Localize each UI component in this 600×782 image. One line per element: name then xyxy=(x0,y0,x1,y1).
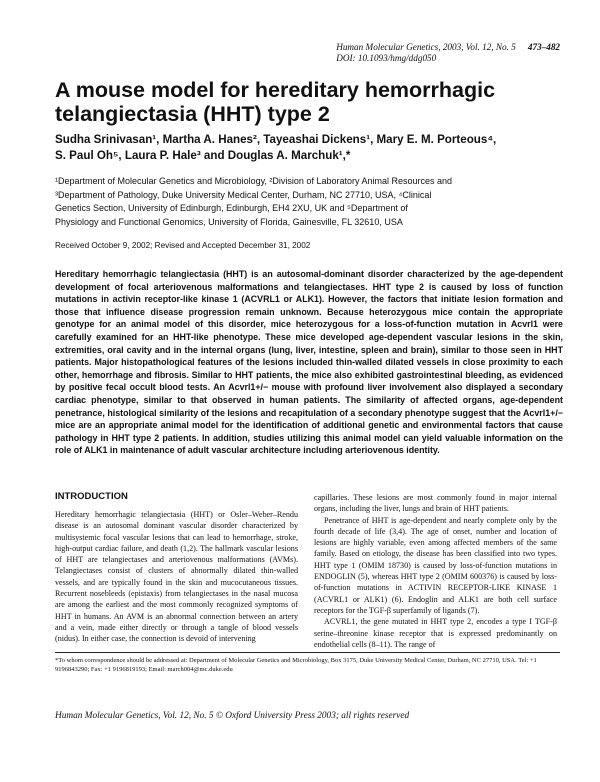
correspondence-footnote: *To whom correspondence should be addressed at: Department of Molecular Genetics and Microbiology, Box 3175, Duke University Medical Center, Durham, NC 27710, USA. Tel: +1 9196843290; Fax: +1 9196819193; Email: march004@mc.duke.edu xyxy=(55,657,537,673)
body-column-left xyxy=(55,509,298,645)
doi: DOI: 10.1093/hmg/ddg050 xyxy=(336,53,437,63)
affiliations xyxy=(55,175,555,229)
body-column-right xyxy=(314,492,557,650)
paper-title: A mouse model for hereditary hemorrhagic telangiectasia (HHT) type 2 xyxy=(55,78,496,126)
body-paragraph: Hereditary hemorrhagic telangiectasia (HHT) or Osler–Weber–Rendu disease is an autosomal dominant vascular disorder characterized by multisystemic focal vascular lesions that can lead to hemorrhage, stroke, high-output cardiac failure, and death (1,2). The hallmark vascular lesions of HHT are telangiectases and arteriovenous malformations (AVMs). Telangiectases consist of clusters of abnormally dilated thin-walled vessels, and are typically found in the skin and mucocutaneous tissues. Recurrent nosebleeds (epistaxis) from telangiectases in the nasal mucosa are among the earliest and the most commonly recognized symptoms of HHT in humans. An AVM is an abnormal connection between an artery and a vein, made either directly or through a tangle of blood vessels (nidus). In either case, the connection is devoid of intervening xyxy=(55,510,298,644)
affiliation-line: Physiology and Functional Genomics, University of Florida, Gainesville, FL 32610, USA xyxy=(55,216,403,227)
page-range: 473–482 xyxy=(527,42,560,52)
received-dates: Received October 9, 2002; Revised and Accepted December 31, 2002 xyxy=(55,241,311,250)
author-line-2: S. Paul Oh⁵, Laura P. Hale³ and Douglas A. Marchuk¹,* xyxy=(55,149,351,162)
body-paragraph: Penetrance of HHT is age-dependent and nearly complete only by the fourth decade of life (3,4). The age of onset, number and location of lesions are highly variable, even among affected members of the same family. Based on etiology, the disease has been classified into two types. HHT type 1 (OMIM 18730) is caused by loss-of-function mutations in ENDOGLIN (5), whereas HHT type 2 (OMIM 600376) is caused by loss-of-function mutations in ACTIVIN RECEPTOR-LIKE KINASE 1 (ACVRL1 or ALK1) (6). Endoglin and ALK1 are both cell surface receptors for the TGF-β superfamily of ligands (7). xyxy=(314,515,557,615)
affiliation-line: ¹Department of Molecular Genetics and Microbiology, ²Division of Laboratory Animal Resources and xyxy=(55,176,453,186)
body-paragraph: capillaries. These lesions are most commonly found in major internal organs, including the liver, lungs and brain of HHT patients. xyxy=(314,493,557,514)
abstract: Hereditary hemorrhagic telangiectasia (HHT) is an autosomal-dominant disorder characterized by the age-dependent development of focal arteriovenous malformations and telangiectases. HHT type 2 is caused by loss of function mutations in activin receptor-like kinase 1 (ACVRL1 or ALK1). However, the factors that initiate lesion formation and those that influence disease progression remain unknown. Because heterozygous mice contain the appropriate genotype for an animal model of this disorder, mice heterozygous for a loss-of-function mutation in Acvrl1 were carefully examined for an HHT-like phenotype. These mice developed age-dependent vascular lesions in the skin, extremities, oral cavity and in the internal organs (lung, liver, intestine, spleen and brain), similar to those seen in HHT patients. Major histopathological features of the lesions included thin-walled dilated vessels in close proximity to each other, hemorrhage and fibrosis. Similar to HHT patients, the mice also exhibited gastrointestinal bleeding, as evidenced by positive fecal occult blood tests. An Acvrl1+/− mouse with profound liver involvement also displayed a secondary cardiac phenotype, similar to that observed in human patients. The similarity of affected organs, age-dependent penetrance, histological similarity of the lesions and recapitulation of a secondary phenotype suggest that the Acvrl1+/− mice are an appropriate animal model for the identification of additional genetic and environmental factors that cause pathology in HHT type 2 patients. In addition, studies utilizing this animal model can yield valuable information on the role of ALK1 in maintenance of adult vascular architecture including arteriovenous identity. xyxy=(55,269,563,456)
page-footer: Human Molecular Genetics, Vol. 12, No. 5 © Oxford University Press 2003; all rights reserved xyxy=(55,711,410,721)
journal-line: Human Molecular Genetics, 2003, Vol. 12, No. 5 xyxy=(336,42,516,52)
section-heading-introduction: INTRODUCTION xyxy=(55,491,128,502)
author-list xyxy=(55,132,555,164)
footnote-divider xyxy=(55,652,560,653)
journal-header xyxy=(336,42,560,64)
journal-citation xyxy=(336,42,560,53)
author-line-1: Sudha Srinivasan¹, Martha A. Hanes², Tayeashai Dickens¹, Mary E. M. Porteous⁴, xyxy=(55,133,497,146)
affiliation-line: Genetics Section, University of Edinburgh, Edinburgh, EH4 2XU, UK and ⁵Department of xyxy=(55,203,408,213)
affiliation-line: ³Department of Pathology, Duke University Medical Center, Durham, NC 27710, USA, ⁴Clinical xyxy=(55,189,432,200)
body-paragraph: ACVRL1, the gene mutated in HHT type 2, encodes a type I TGF-β serine–threonine kinase receptor that is expressed predominantly on endothelial cells (8–11). The range of xyxy=(314,617,557,649)
